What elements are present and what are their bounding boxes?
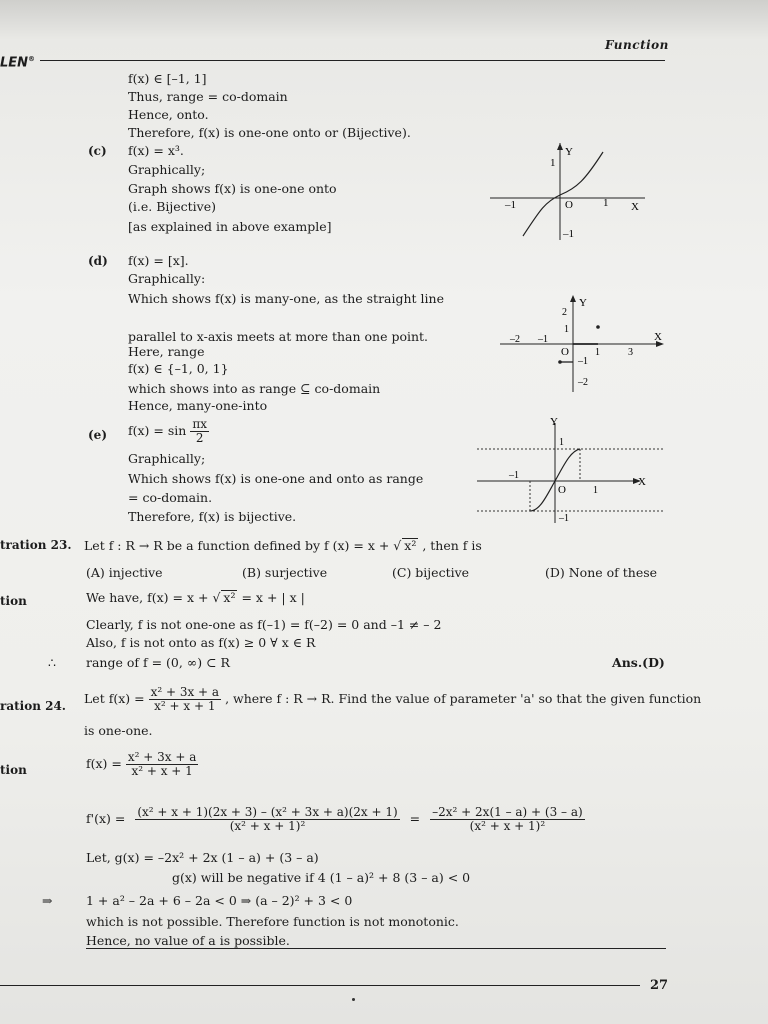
sol24-fpx-eq: = (409, 811, 421, 826)
q23-option-a: (A) injective (86, 565, 163, 580)
e-y-label: Y (550, 416, 558, 428)
b-line2: Thus, range = co-domain (128, 89, 288, 104)
footer-rule-top (86, 948, 666, 949)
c-tick-x1: 1 (603, 197, 609, 209)
illustration23-question (84, 538, 482, 553)
e-line1: Graphically; (128, 451, 206, 466)
sol23-sqrt-icon: √ (212, 590, 221, 605)
e-tick-xn1: –1 (509, 470, 519, 481)
c-line4: [as explained in above example] (128, 219, 332, 234)
footer-rule (0, 985, 640, 986)
d-tick-y2: 2 (562, 307, 567, 318)
sol23-line4: range of f = (0, ∞) ⊂ R (86, 655, 230, 670)
d-tick-xn2: –2 (510, 334, 520, 345)
sol23-sqrt-content: x² (223, 590, 236, 605)
implies-arrow: ⇒ (42, 893, 53, 908)
header-rule (40, 60, 665, 61)
sol24-fx (86, 751, 198, 778)
e-origin: O (558, 484, 566, 496)
e-line3: = co-domain. (128, 490, 213, 505)
sol24-fpx-den2: (x² + x + 1)² (469, 819, 546, 833)
d-line7: Hence, many-one-into (128, 398, 268, 413)
e-line2: Which shows f(x) is one-one and onto as range (128, 471, 424, 486)
c-origin: O (565, 199, 573, 211)
b-line1: f(x) ∈ [–1, 1] (128, 71, 207, 86)
sol24-fpx-lhs: f'(x) = (86, 811, 126, 826)
q23-option-b: (B) surjective (242, 565, 328, 580)
illustration24-label: ration 24. (0, 699, 66, 713)
sol24-fpx-num2: –2x² + 2x(1 – a) + (3 – a) (432, 805, 583, 819)
q24-num: x² + 3x + a (150, 685, 220, 699)
c-line3: (i.e. Bijective) (128, 199, 217, 214)
sol24-inequality: 1 + a² – 2a + 6 – 2a < 0 ⇒ (a – 2)² + 3 < 0 (86, 893, 353, 908)
illustration24-question (84, 686, 701, 713)
e-tick-yn1: –1 (559, 513, 569, 524)
sol24-fpx-fraction2 (430, 806, 585, 833)
e-tick-y1: 1 (559, 437, 564, 448)
page-dot (352, 998, 355, 1001)
sol23-text-pre: We have, f(x) = x + (86, 590, 209, 605)
sol24-fpx-den1: (x² + x + 1)² (229, 819, 306, 833)
c-curve (523, 152, 603, 236)
sol24-fx-num: x² + 3x + a (127, 750, 197, 764)
sol24-derivative (86, 806, 585, 833)
e-eq-fraction (190, 418, 209, 445)
q24-den: x² + x + 1 (154, 699, 216, 713)
sol24-fpx-fraction1 (135, 806, 399, 833)
d-y-label: Y (579, 297, 587, 309)
q24-fraction (149, 686, 222, 713)
q24-line2: is one-one. (84, 723, 153, 738)
d-line6: which shows into as range ⊆ co-domain (128, 381, 381, 396)
q23-option-d: (D) None of these (545, 565, 658, 580)
sol23-text-post: = x + | x | (241, 590, 305, 605)
q23-text-pre: Let f : R → R be a function defined by f (x) = x + (84, 538, 390, 553)
c-y-arrow-icon (557, 143, 563, 150)
c-line2: Graph shows f(x) is one-one onto (128, 181, 337, 196)
c-y-label: Y (565, 146, 573, 158)
e-eq-lhs: f(x) = sin (128, 423, 187, 438)
d-line5: f(x) ∈ {–1, 0, 1} (128, 361, 229, 376)
b-line3: Hence, onto. (128, 107, 209, 122)
page-number: 27 (650, 978, 669, 993)
q24-text-post: , where f : R → R. Find the value of parameter 'a' so that the given function (225, 691, 702, 706)
sol24-neg-cond: g(x) will be negative if 4 (1 – a)² + 8 (3 – a) < 0 (172, 870, 471, 885)
b-line4: Therefore, f(x) is one-one onto or (Bijective). (128, 125, 411, 140)
d-step-one-dot (596, 325, 600, 329)
sol24-concl1: which is not possible. Therefore function is not monotonic. (86, 914, 459, 929)
solution24-label: tion (0, 763, 27, 777)
e-equation (128, 418, 209, 445)
d-line2: Which shows f(x) is many-one, as the straight line (128, 291, 444, 306)
solution23-label: tion (0, 594, 27, 608)
e-eq-num: πx (192, 417, 207, 431)
sol24-fx-lhs: f(x) = (86, 756, 122, 771)
illustration23-label: tration 23. (0, 538, 72, 552)
sol24-let-g: Let, g(x) = –2x² + 2x (1 – a) + (3 – a) (86, 850, 319, 865)
sol24-fx-fraction (126, 751, 199, 778)
d-floor-graph (498, 292, 673, 397)
e-x-label: X (638, 476, 646, 488)
d-tick-x1: 1 (595, 347, 600, 358)
d-tick-yn1: –1 (578, 356, 588, 367)
c-tick-yn1: –1 (563, 228, 574, 240)
q23-sqrt-icon: √ (393, 538, 402, 553)
q23-text-post: , then f is (422, 538, 482, 553)
brand-logo (0, 55, 35, 70)
e-eq-den: 2 (195, 431, 204, 445)
e-line4: Therefore, f(x) is bijective. (128, 509, 297, 524)
sol23-line2: Clearly, f is not one-one as f(–1) = f(–2) = 0 and –1 ≠ – 2 (86, 617, 442, 632)
d-step-neg-dot (558, 360, 562, 364)
d-line1: Graphically: (128, 271, 206, 286)
d-tick-yn2: –2 (578, 377, 588, 388)
q23-option-c: (C) bijective (392, 565, 470, 580)
e-label: (e) (88, 428, 107, 442)
c-tick-xn1: –1 (505, 199, 516, 211)
answer23: Ans.(D) (612, 655, 665, 670)
d-equation: f(x) = [x]. (128, 253, 189, 268)
chapter-title: Function (605, 38, 669, 52)
c-label: (c) (88, 144, 107, 158)
brand-mark: ® (28, 55, 36, 63)
d-line3: parallel to x-axis meets at more than one point. (128, 329, 429, 344)
d-origin: O (561, 346, 569, 358)
c-line1: Graphically; (128, 162, 206, 177)
sol23-line1 (86, 590, 305, 605)
d-label: (d) (88, 254, 108, 268)
sol23-line3: Also, f is not onto as f(x) ≥ 0 ∀ x ∈ R (86, 635, 316, 650)
d-tick-x3: 3 (628, 347, 633, 358)
q23-sqrt-content: x² (404, 538, 417, 553)
d-tick-xn1: –1 (538, 334, 548, 345)
d-y-arrow-icon (570, 295, 576, 302)
brand-text: LEN (0, 55, 29, 71)
sol24-fx-den: x² + x + 1 (131, 764, 193, 778)
d-line4: Here, range (128, 344, 205, 359)
sol24-concl2: Hence, no value of a is possible. (86, 933, 290, 948)
e-tick-x1: 1 (593, 485, 598, 496)
q24-text-pre: Let f(x) = (84, 691, 145, 706)
d-tick-y1: 1 (564, 324, 569, 335)
sol24-fpx-num1: (x² + x + 1)(2x + 3) – (x² + 3x + a)(2x + 1) (137, 805, 398, 819)
c-equation: f(x) = x³. (128, 143, 184, 158)
c-tick-y1: 1 (550, 157, 556, 169)
c-cubic-graph (485, 140, 655, 245)
d-x-label: X (654, 331, 662, 343)
c-x-label: X (631, 201, 639, 213)
e-sine-graph (475, 415, 675, 525)
therefore-symbol: ∴ (48, 655, 56, 670)
